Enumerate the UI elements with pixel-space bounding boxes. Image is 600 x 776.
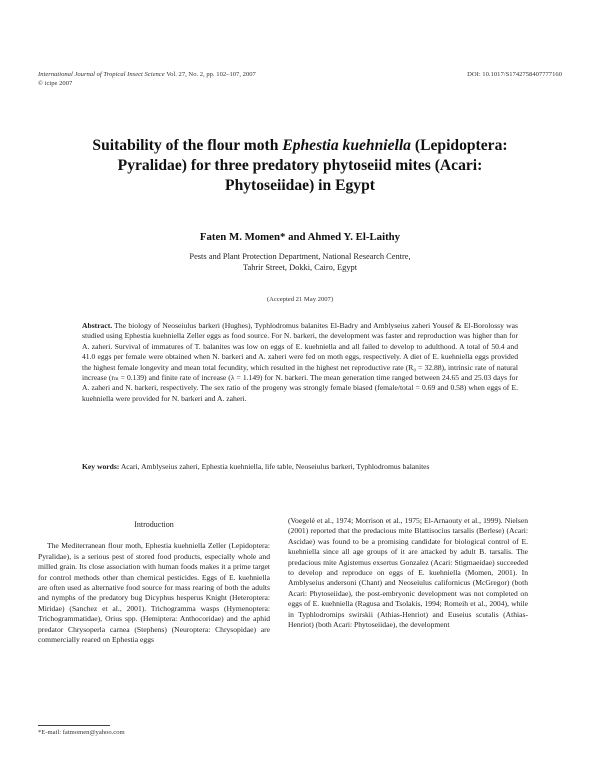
introduction-paragraph-1: The Mediterranean flour moth, Ephestia kuehniella Zeller (Lepidoptera: Pyralidae), is a serious pest of stored food products, especially whole and milled grain. Its close association with human foods makes it a prime target for control methods other than chemical pesticides. Eggs of E. kuehniella are often used as alternative food source for mass rearing of both the adults and nymphs of the predatory bug Dicyphus hesperus Knight (Heteroptera: Miridae) (Sanchez et al., 2001). Trichogramma wasps (Hymenoptera: Trichogrammatidae), Orius spp. (Hemiptera: Anthocoridae) and the aphid predator Chrysoperla carnea (Stephens) (Neuroptera: Chrysopidae) are commercially reared on Ephestia eggs (38, 541, 270, 645)
doi: DOI: 10.1017/S1742758407777160 (467, 71, 562, 78)
journal-name: International Journal of Tropical Insect Science (38, 71, 165, 78)
keywords-label: Key words: (82, 462, 120, 471)
keywords-text: Acari, Amblyseius zaheri, Ephestia kuehniella, life table, Neoseiulus barkeri, Typhlodromus balanites (119, 462, 430, 471)
abstract-label: Abstract. (82, 321, 113, 330)
title-species: Ephestia kuehniella (282, 137, 411, 154)
abstract (82, 321, 518, 404)
abstract-text: The biology of Neoseiulus barkeri (Hughes), Typhlodromus balanites El-Badry and Amblyseius zaheri Yousef & El-Borolossy was studied using Ephestia kuehniella Zeller eggs as food source. For N. barkeri, the development was faster and reproduction was higher than for A. zaheri. Survival of immatures of T. balanites was low on eggs of E. kuehniella and all failed to develop to adulthood. A total of 50.4 and 41.0 eggs per female were obtained when N. barkeri and A. zaheri were fed on moth eggs, respectively. A diet of E. kuehniella eggs provided the highest female longevity and mean total fecundity, which resulted in the highest net reproductive rate (R₀ = 32.88), intrinsic rate of natural increase (rₘ = 0.139) and finite rate of increase (λ = 1.149) for N. barkeri. The mean generation time ranged between 24.65 and 25.03 days for A. zaheri and N. barkeri, respectively. The sex ratio of the progeny was strongly female biased (female/total = 0.69 and 0.58) when eggs of E. kuehniella were provided for N. barkeri and A. zaheri. (82, 321, 518, 403)
title-part1: Suitability of the flour moth (92, 137, 283, 154)
column-left (38, 520, 270, 645)
affiliation (0, 251, 600, 273)
journal-citation (38, 70, 256, 88)
copyright: © icipe 2007 (38, 80, 73, 87)
section-heading-introduction: Introduction (134, 520, 174, 529)
volume-info: Vol. 27, No. 2, pp. 102–107, 2007 (164, 71, 256, 78)
authors: Faten M. Momen* and Ahmed Y. El-Laithy (199, 231, 401, 243)
affiliation-line2: Tahrir Street, Dokki, Cairo, Egypt (242, 263, 358, 273)
keywords (82, 462, 518, 472)
article-title (90, 136, 510, 196)
accepted-date: (Accepted 21 May 2007) (266, 296, 334, 303)
footnote-rule (38, 725, 110, 726)
title-part2: (Lepidoptera: Pyralidae) for three predatory phytoseiid mites (Acari: Phytoseiidae) in Egypt (117, 137, 508, 194)
affiliation-line1: Pests and Plant Protection Department, National Research Centre, (189, 252, 411, 261)
footnote-email: *E-mail: fatmomen@yahoo.com (38, 729, 125, 736)
introduction-paragraph-continued: (Voegelé et al., 1974; Morrison et al., 1975; El-Arnaouty et al., 1999). Nielsen (2001) reported that the predacious mite Blattisocius tarsalis (Berlese) (Acari: Ascidae) was found to be a promising candidate for biological control of E. kuehniella since all age groups of it are attacked by adult B. tarsalis. The predacious mite Agistemus exsertus Gonzalez (Acari: Stigmaeidae) succeeded to develop and reproduce on eggs of E. kuehniella (Momen, 2001). In Amblyseius andersoni (Chant) and Neoseiulus californicus (McGregor) (both Acari: Phytoseiidae), the post-embryonic development was not completed on eggs of E. kuehniella (Ragusa and Tsolakis, 1994; Romeih et al., 2004), while in Typhlodromips swirskii (Athias-Henriot) and Euseius scutalis (Athias-Henriot) (both Acari: Phytoseiidae), the development (288, 516, 528, 630)
column-right (288, 516, 528, 630)
